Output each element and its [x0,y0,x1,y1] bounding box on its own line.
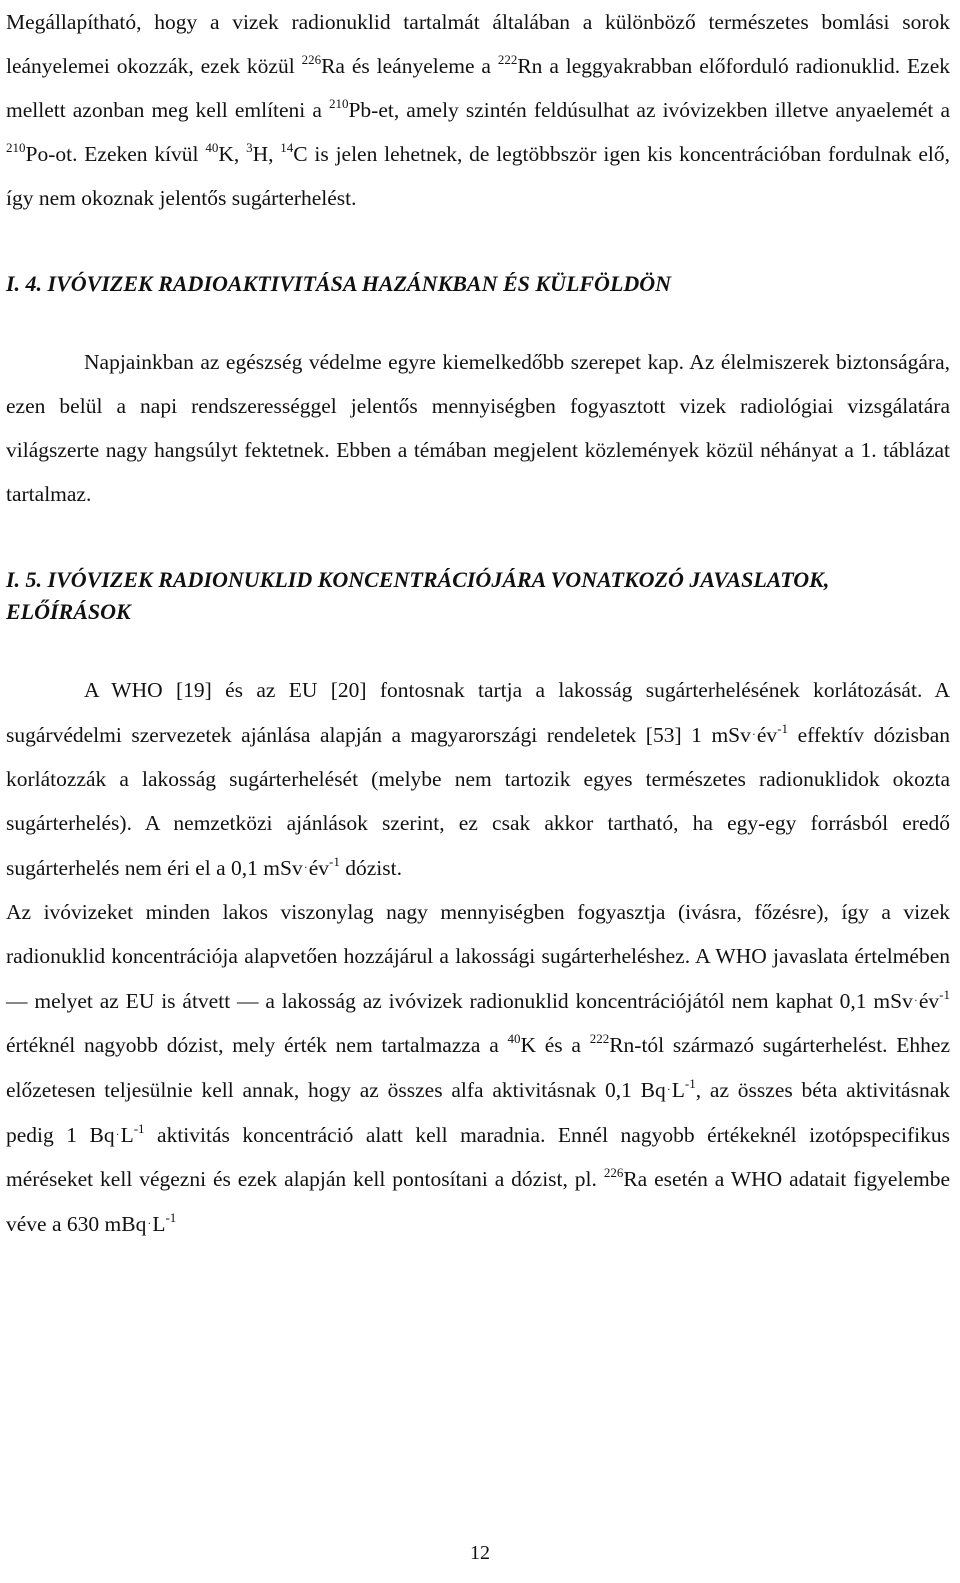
paragraph-radionuclide-sources [6,0,950,220]
superscript: 222 [589,1031,610,1046]
section-heading-i4: I. 4. IVÓVIZEK RADIOAKTIVITÁSA HAZÁNKBAN ÉS KÜLFÖLDÖN [6,271,672,296]
text-run: A WHO [19] és az EU [20] fontosnak tartja a lakosság sugárterhelésének korlátozását. A sugárvédelmi szervezetek ajánlása alapján a magyarországi rendeletek [53] 1 mSv [6,678,950,747]
text-run: effektív dózisban korlátozzák a lakosság sugárterhelését (melybe nem tartozik egyes természetes radionuklidok okozta sugárterhelés). A nemzetközi ajánlások szerint, ez csak akkor tartható, ha egy-egy forrásból eredő sugárterhelés nem éri el a 0,1 mSv [6,723,951,880]
multiplication-dot: · [115,1127,120,1141]
text-run: H, [252,142,281,166]
paragraph-drinking-water-dose [6,890,950,1246]
text-run: K és a [520,1033,590,1057]
text-run: C is jelen lehetnek, de legtöbbször igen kis koncentrációban fordulnak elő, így nem okoznak jelentős sugárterhelést. [6,142,951,210]
paragraph-who-eu-limits [6,668,950,890]
text-run: dózist. [339,856,402,880]
text-run: L [671,1078,685,1102]
section-heading-i5: I. 5. IVÓVIZEK RADIONUKLID KONCENTRÁCIÓJÁRA VONATKOZÓ JAVASLATOK, ELŐÍRÁSOK [6,567,830,624]
superscript: 226 [603,1165,624,1180]
superscript: 210 [6,140,26,155]
superscript: 3 [246,140,253,155]
text-run: aktivitás koncentráció alatt kell maradnia. Ennél nagyobb értékeknél izotópspecifikus méréseket kell végezni és ezek alapján kell pontosítani a dózist, pl. [6,1123,950,1191]
text-run: Az ivóvizeket minden lakos viszonylag nagy mennyiségben fogyasztja (ivásra, főzésre), így a vizek radionuklid koncentrációja alapvetően hozzájárul a lakossági sugárterheléshez. A WHO javaslata értelmében — melyet az EU is átvett — a lakosság az ivóvizek radionuklid koncentrációjától nem kaphat 0,1 mSv [6,900,950,1013]
superscript: 14 [280,140,294,155]
superscript: 210 [328,96,349,111]
text-run: Rn a leggyakrabban előforduló radionuklid. Ezek mellett azonban meg kell említeni a [6,54,950,122]
text-run: Pb-et, amely szintén feldúsulhat az ivóvizekben illetve anyaelemét a [348,98,950,122]
multiplication-dot: · [751,727,756,741]
text-run: értéknél nagyobb dózist, mely érték nem tartalmazza a [6,1033,508,1057]
superscript: 40 [507,1031,521,1046]
superscript: 222 [497,52,518,67]
text-run: L [120,1123,134,1147]
text-run: év [308,856,330,880]
superscript: -1 [939,987,950,1002]
multiplication-dot: · [303,860,308,874]
document-page [6,0,950,1246]
superscript: -1 [777,721,789,736]
text-run: Ra és leányeleme a [321,54,498,78]
text-run: , az összes béta aktivitásnak pedig 1 Bq [6,1078,950,1147]
multiplication-dot: · [147,1216,152,1230]
superscript: 40 [205,140,219,155]
superscript: -1 [329,854,340,869]
text-run: év [918,989,940,1013]
text-run: Megállapítható, hogy a vizek radionuklid tartalmát általában a különböző természetes bomlási sorok leányelemei okozzák, ezek közül [6,10,950,78]
multiplication-dot: · [666,1082,671,1096]
text-run: K, [218,142,247,166]
text-run: Rn-tól származó sugárterhelést. Ehhez előzetesen teljesülnie kell annak, hogy az összes alfa aktivitásnak 0,1 Bq [6,1033,951,1102]
superscript: 226 [301,52,322,67]
paragraph-food-safety: Napjainkban az egészség védelme egyre kiemelkedőbb szerepet kap. Az élelmiszerek biztonságára, ezen belül a napi rendszerességgel jelentős mennyiségben fogyasztott vizek radiológiai vizsgálatára világszerte nagy hangsúlyt fektetnek. Ebben a témában megjelent közlemények közül néhányat a 1. táblázat tartalmaz. [6,350,950,506]
page-number: 12 [470,1542,490,1564]
text-run: L [152,1212,166,1236]
superscript: -1 [165,1210,177,1225]
text-run: Po-ot. Ezeken kívül [25,142,206,166]
multiplication-dot: · [913,993,918,1007]
superscript: -1 [684,1076,696,1091]
text-run: év [756,723,778,747]
superscript: -1 [133,1121,145,1136]
text-run: Ra esetén a WHO adatait figyelembe véve a 630 mBq [6,1167,951,1236]
